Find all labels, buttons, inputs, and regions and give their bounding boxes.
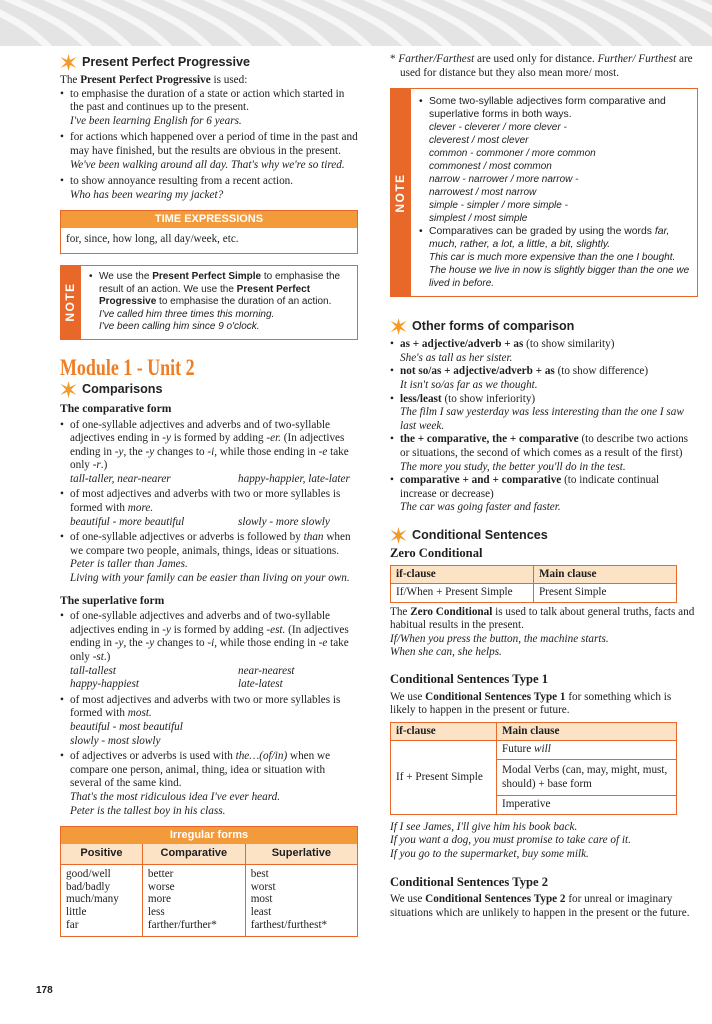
column-header: Positive — [61, 844, 142, 864]
list-item: • of one-syllable adjectives and adverbs and of two-syllable adjectives ending in -y is formed by adding -est. (In adjectives ending in -y, the -y changes to -i, while those ending in -e take only -st.) — [60, 610, 358, 664]
table-cell: Future will — [497, 741, 677, 760]
superlative-heading: The superlative form — [60, 593, 165, 607]
module-title: Module 1 - Unit 2 — [60, 354, 195, 380]
type1-examples: If I see James, I'll give him his book back. If you want a dog, you must promise to take care of it. If you go to the supermarket, buy some milk. — [390, 820, 631, 860]
list-item: • of one-syllable adjectives or adverbs is followed by than when we compare two people, animals, things, ideas or situations. Peter is taller than James. Living with your family can be easier than living on your own. — [60, 531, 358, 585]
list-item: • of most adjectives and adverbs with two or more syllables is formed with most. beautiful - most beautiful slowly - most slowly — [60, 694, 358, 748]
time-expressions-box — [60, 210, 358, 254]
type1-text: We use Conditional Sentences Type 1 for something which is likely to happen in the present or future. — [390, 690, 672, 717]
left-column — [60, 54, 358, 937]
type1-table — [390, 722, 677, 815]
zero-conditional-heading: Zero Conditional — [390, 545, 483, 560]
column-header: Comparative — [142, 844, 245, 864]
column-header: if-clause — [391, 565, 534, 584]
example-pair: happy-happiest late-latest — [70, 678, 283, 691]
table-cell: Imperative — [497, 796, 677, 815]
ppp-heading: Present Perfect Progressive — [60, 54, 358, 71]
list-item: • for actions which happened over a period of time in the past and may have finished, but the results are obvious in the present. We've been walking around all day. That's why we're so tired. — [60, 131, 358, 172]
positive-cell: good/well bad/badly much/many little far — [66, 867, 119, 931]
column-header: Main clause — [534, 565, 677, 584]
irregular-forms-box — [60, 826, 358, 937]
example-pair: beautiful - more beautiful slowly - more slowly — [70, 515, 330, 528]
other-forms-heading: Other forms of comparison — [390, 318, 698, 335]
column-header: Superlative — [245, 844, 357, 864]
list-item: • of one-syllable adjectives and adverbs and of two-syllable adjectives ending in -y is formed by adding -er. (In adjectives ending in -y, the -y changes to -i, while those ending in -e take only -r.) — [60, 419, 358, 473]
example: If/When you press the button, the machine starts. — [390, 632, 609, 645]
star-icon — [60, 381, 77, 398]
example: When she can, she helps. — [390, 646, 502, 659]
column-header: Main clause — [497, 722, 677, 741]
note-body: • Some two-syllable adjectives form comparative and superlative forms in both ways. clever - cleverer / more clever - cleverest / most clever common - commoner / more common commonest / most common narrow - narrower / more narrow - narrowest / most narrow simple - simpler / more simple - simplest / most simple • Comparatives can be graded by using the words far, much, rather, a lot, a little, a bit, slightly. This car is much more expensive than the one I bought. The house we live in now is slightly bigger than the one we lived in before. — [411, 89, 697, 296]
page-number: 178 — [36, 985, 53, 996]
example-pair: tall-tallest near-nearest — [70, 664, 295, 677]
farther-footnote: * Farther/Farthest are used only for distance. Further/ Furthest are used for distance but they also mean more/ most. — [390, 53, 693, 79]
zero-conditional-table — [390, 565, 677, 603]
star-icon — [390, 527, 407, 544]
note-tab: NOTE — [61, 266, 81, 339]
zero-conditional-text: The Zero Conditional is used to talk about general truths, facts and habitual results in the present. — [390, 605, 695, 632]
list-item: • less/least (to show inferiority) The film I saw yesterday was less interesting than the one I saw last week. — [390, 393, 698, 434]
superlative-cell: best worst most least farthest/furthest* — [245, 864, 357, 935]
comparative-cell: better worse more less farther/further* — [142, 864, 245, 935]
table-cell: If + Present Simple — [391, 741, 497, 814]
top-banner — [0, 0, 712, 50]
note-tab: NOTE — [391, 89, 411, 296]
note-box-1 — [60, 265, 358, 340]
star-icon — [390, 318, 407, 335]
conditional-heading: Conditional Sentences — [390, 527, 698, 544]
list-item: • to emphasise the duration of a state or action which started in the past and continues up to the present. I've been learning English for 6 years. — [60, 88, 358, 129]
list-item: • the + comparative, the + comparative (to describe two actions or situations, the second of which comes as a result of the first) The more you study, the better you'll do in the test. — [390, 433, 698, 474]
list-item: • comparative + and + comparative (to indicate continual increase or decrease) The car was going faster and faster. — [390, 474, 698, 515]
type2-heading: Conditional Sentences Type 2 — [390, 874, 549, 889]
irregular-forms-title: Irregular forms — [61, 827, 357, 844]
table-cell: Modal Verbs (can, may, might, must, should) + base form — [497, 760, 677, 796]
column-header: if-clause — [391, 722, 497, 741]
note-box-2 — [390, 88, 698, 297]
star-icon — [60, 54, 77, 71]
note-body: • We use the Present Perfect Simple to emphasise the result of an action. We use the Present Perfect Progressive to emphasise the duration of an action. I've called him three times this morning. I've been calling him since 9 o'clock. — [81, 266, 357, 339]
irregular-forms-table — [61, 844, 357, 936]
list-item: • not so/as + adjective/adverb + as (to show difference) It isn't so/as far as we thought. — [390, 365, 698, 392]
list-item: • of most adjectives and adverbs with two or more syllables is formed with more. — [60, 488, 358, 515]
comparative-heading: The comparative form — [60, 401, 172, 415]
list-item: • of adjectives or adverbs is used with the…(of/in) when we compare one person, animal, thing, idea or situation with several of the same kind. That's the most ridiculous idea I've ever heard. Peter is the tallest boy in his class. — [60, 750, 358, 818]
table-cell: Present Simple — [534, 584, 677, 603]
type2-text: We use Conditional Sentences Type 2 for unreal or imaginary situations which are unlikely to happen in the present or the future. — [390, 893, 690, 919]
table-cell: If/When + Present Simple — [391, 584, 534, 603]
time-expressions-text: for, since, how long, all day/week, etc. — [66, 233, 239, 246]
list-item: • to show annoyance resulting from a recent action. Who has been wearing my jacket? — [60, 175, 358, 202]
ppp-intro: The Present Perfect Progressive is used: — [60, 74, 248, 86]
comparisons-heading: Comparisons — [60, 381, 358, 398]
type1-heading: Conditional Sentences Type 1 — [390, 672, 549, 687]
example-pair: tall-taller, near-nearer happy-happier, late-later — [70, 472, 350, 485]
time-expressions-title: TIME EXPRESSIONS — [61, 211, 357, 228]
list-item: • as + adjective/adverb + as (to show similarity) She's as tall as her sister. — [390, 338, 698, 365]
right-column — [390, 53, 698, 920]
